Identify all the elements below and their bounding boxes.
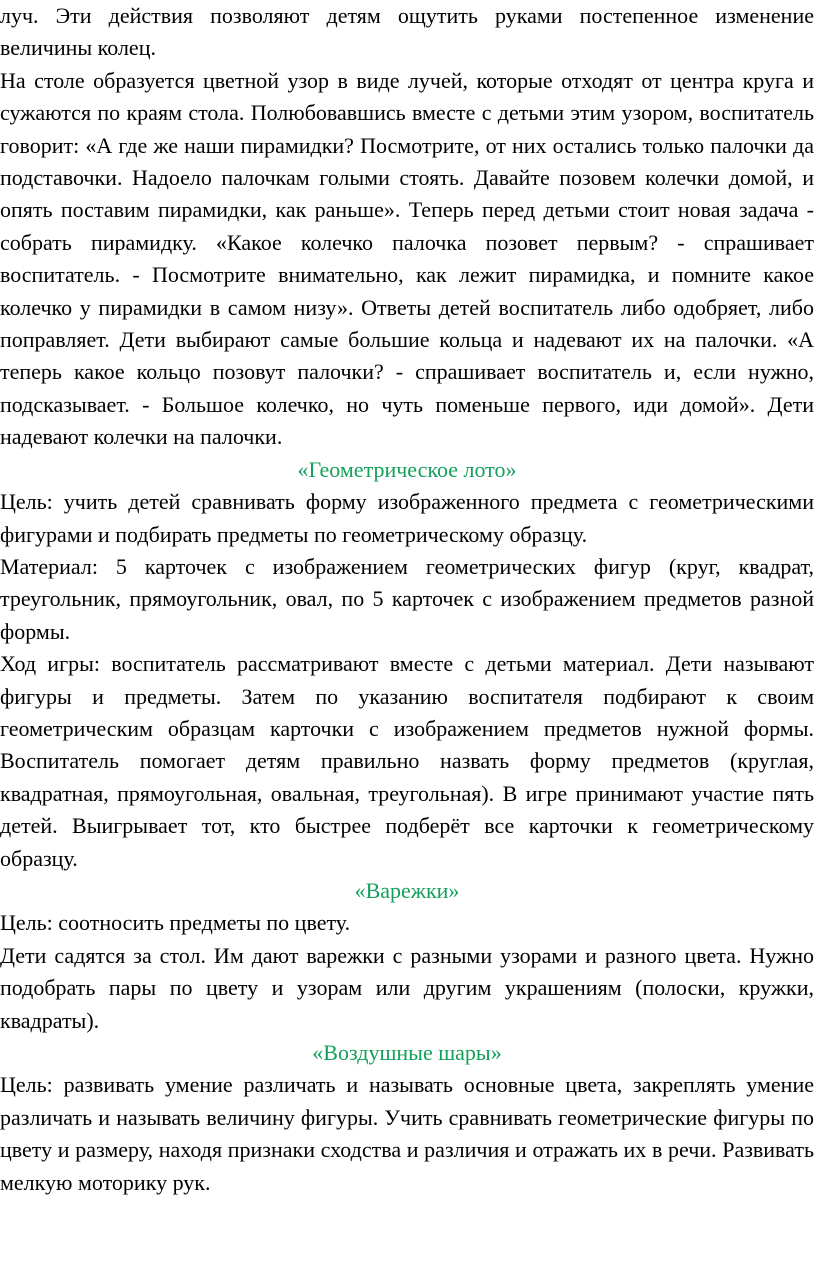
paragraph-4: Материал: 5 карточек с изображением геометрических фигур (круг, квадрат, треугольник, прямоугольник, овал, по 5 карточек с изображением предметов разной формы. — [0, 553, 814, 644]
paragraph-5: Ход игры: воспитатель рассматривают вместе с детьми материал. Дети называют фигуры и предметы. Затем по указанию воспитателя подбирают к своим геометрическим образцам карточки с изображением предметов нужной формы. Воспитатель помогает детям правильно назвать форму предметов (круглая, квадратная, прямоугольная, овальная, треугольная). В игре принимают участие пять детей. Выигрывает тот, кто быстрее подберёт все карточки к геометрическому образцу. — [0, 651, 814, 871]
paragraph-6: Цель: соотносить предметы по цвету. — [0, 910, 351, 936]
section-heading-mittens: «Варежки» — [354, 877, 460, 903]
paragraph-7: Дети садятся за стол. Им дают варежки с разными узорами и разного цвета. Нужно подобрать пары по цвету и узорам или другим украшениям (полоски, кружки, квадраты). — [0, 942, 814, 1033]
paragraph-2: На столе образуется цветной узор в виде лучей, которые отходят от центра круга и сужаются по краям стола. Полюбовавшись вместе с детьми этим узором, воспитатель говорит: «А где же наши пирамидки? Посмотрите, от них остались только палочки да подставочки. Надоело палочкам голыми стоять. Давайте позовем колечки домой, и опять поставим пирамидки, как раньше». Теперь перед детьми стоит новая задача - собрать пирамидку. «Какое колечко палочка позовет первым? - спрашивает воспитатель. - Посмотрите внимательно, как лежит пирамидка, и помните какое колечко у пирамидки в самом низу». Ответы детей воспитатель либо одобряет, либо поправляет. Дети выбирают самые большие кольца и надевают их на палочки. «А теперь какое кольцо позовут палочки? - спрашивает воспитатель и, если нужно, подсказывает. - Большое колечко, но чуть поменьше первого, иди домой». Дети надевают колечки на палочки. — [0, 67, 814, 450]
paragraph-3: Цель: учить детей сравнивать форму изображенного предмета с геометрическими фигурами и подбирать предметы по геометрическому образцу. — [0, 489, 814, 547]
section-heading-balloons: «Воздушные шары» — [312, 1040, 502, 1065]
section-heading-geometric-lotto: «Геометрическое лото» — [297, 456, 517, 482]
paragraph-1: луч. Эти действия позволяют детям ощутить руками постепенное изменение величины колец. — [0, 3, 814, 61]
paragraph-8: Цель: развивать умение различать и называть основные цвета, закреплять умение различать и называть величину фигуры. Учить сравнивать геометрические фигуры по цвету и размеру, находя признаки сходства и различия и отражать их в речи. Развивать мелкую моторику рук. — [0, 1072, 814, 1195]
